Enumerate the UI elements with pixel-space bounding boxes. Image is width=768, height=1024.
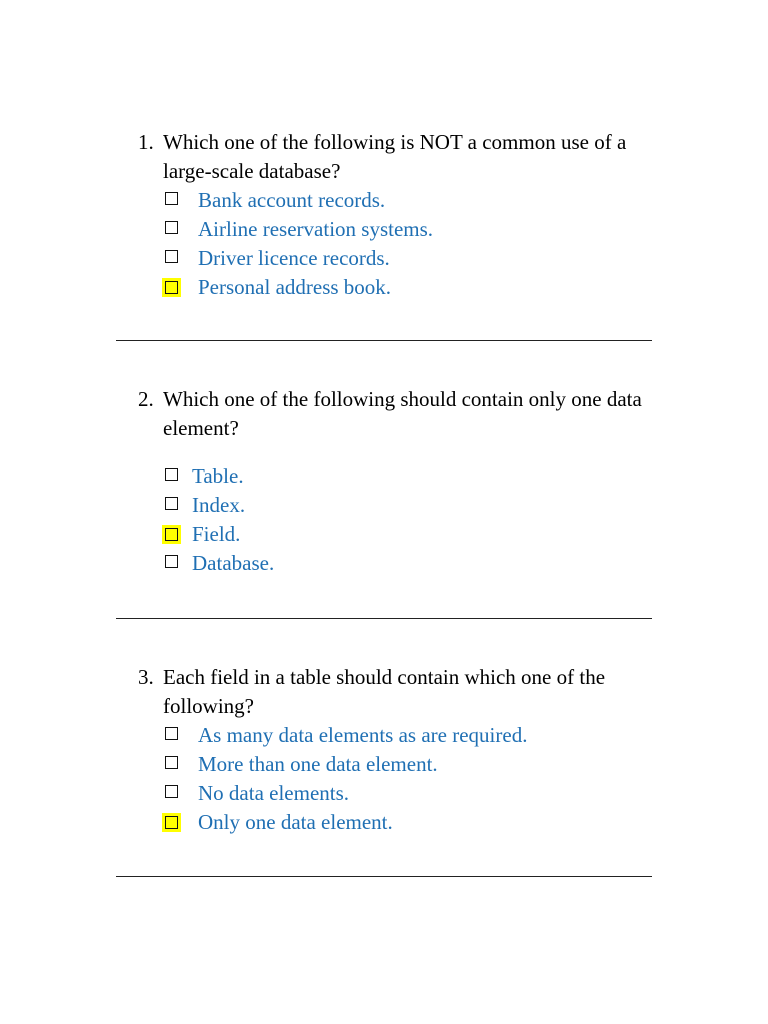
- q2-option-1-label: Table.: [192, 464, 244, 488]
- question-3-number: 3.: [138, 665, 154, 689]
- q2-option-3-checkbox-highlighted[interactable]: [162, 525, 181, 544]
- q3-option-3[interactable]: [165, 779, 658, 808]
- q2-option-4[interactable]: [165, 549, 658, 578]
- question-3: [138, 663, 658, 837]
- divider-3: [116, 876, 652, 877]
- checkbox-empty-icon: [165, 497, 178, 510]
- q3-option-2-label: More than one data element.: [198, 752, 438, 776]
- q1-option-3-label: Driver licence records.: [198, 246, 390, 270]
- q2-option-4-checkbox[interactable]: [162, 554, 181, 573]
- q3-option-1-label: As many data elements as are required.: [198, 723, 528, 747]
- checkbox-empty-icon: [165, 192, 178, 205]
- q1-option-3-checkbox[interactable]: [162, 249, 181, 268]
- question-2: [138, 385, 658, 578]
- q1-option-1[interactable]: [165, 186, 658, 215]
- q3-option-1-checkbox[interactable]: [162, 726, 181, 745]
- question-1-number: 1.: [138, 130, 154, 154]
- checkbox-empty-icon: [165, 528, 178, 541]
- divider-2: [116, 618, 652, 619]
- q3-option-1[interactable]: [165, 721, 658, 750]
- q2-option-1[interactable]: [165, 462, 658, 491]
- checkbox-empty-icon: [165, 221, 178, 234]
- checkbox-empty-icon: [165, 816, 178, 829]
- checkbox-empty-icon: [165, 785, 178, 798]
- q1-option-1-checkbox[interactable]: [162, 191, 181, 210]
- q1-option-4-label: Personal address book.: [198, 275, 392, 299]
- q3-option-3-checkbox[interactable]: [162, 784, 181, 803]
- q3-option-2[interactable]: [165, 750, 658, 779]
- q2-option-4-label: Database.: [192, 551, 275, 575]
- question-2-text-block: [138, 385, 658, 443]
- checkbox-empty-icon: [165, 281, 178, 294]
- q3-option-4[interactable]: [165, 808, 658, 837]
- q2-option-2[interactable]: [165, 491, 658, 520]
- question-2-number: 2.: [138, 387, 154, 411]
- q3-option-4-checkbox-highlighted[interactable]: [162, 813, 181, 832]
- divider-1: [116, 340, 652, 341]
- checkbox-empty-icon: [165, 555, 178, 568]
- question-3-text: Each field in a table should contain which one of the following?: [163, 665, 606, 718]
- q2-option-3[interactable]: [165, 520, 658, 549]
- question-1-text: Which one of the following is NOT a common use of a large-scale database?: [163, 130, 627, 183]
- q1-option-2-label: Airline reservation systems.: [198, 217, 434, 241]
- q1-option-2-checkbox[interactable]: [162, 220, 181, 239]
- question-1: [138, 128, 658, 302]
- question-2-options: [165, 462, 658, 578]
- q1-option-4[interactable]: [165, 273, 658, 302]
- question-1-text-block: [138, 128, 658, 186]
- q1-option-4-checkbox-highlighted[interactable]: [162, 278, 181, 297]
- q2-option-2-checkbox[interactable]: [162, 496, 181, 515]
- q2-option-3-label: Field.: [192, 522, 241, 546]
- q3-option-2-checkbox[interactable]: [162, 755, 181, 774]
- q2-option-2-label: Index.: [192, 493, 246, 517]
- checkbox-empty-icon: [165, 756, 178, 769]
- q1-option-3[interactable]: [165, 244, 658, 273]
- question-3-text-block: [138, 663, 658, 721]
- checkbox-empty-icon: [165, 250, 178, 263]
- question-3-options: [165, 721, 658, 837]
- question-1-options: [165, 186, 658, 302]
- q3-option-4-label: Only one data element.: [198, 810, 393, 834]
- q2-option-1-checkbox[interactable]: [162, 467, 181, 486]
- question-2-text: Which one of the following should contain only one data element?: [163, 387, 642, 440]
- checkbox-empty-icon: [165, 468, 178, 481]
- q1-option-1-label: Bank account records.: [198, 188, 386, 212]
- q1-option-2[interactable]: [165, 215, 658, 244]
- checkbox-empty-icon: [165, 727, 178, 740]
- q3-option-3-label: No data elements.: [198, 781, 350, 805]
